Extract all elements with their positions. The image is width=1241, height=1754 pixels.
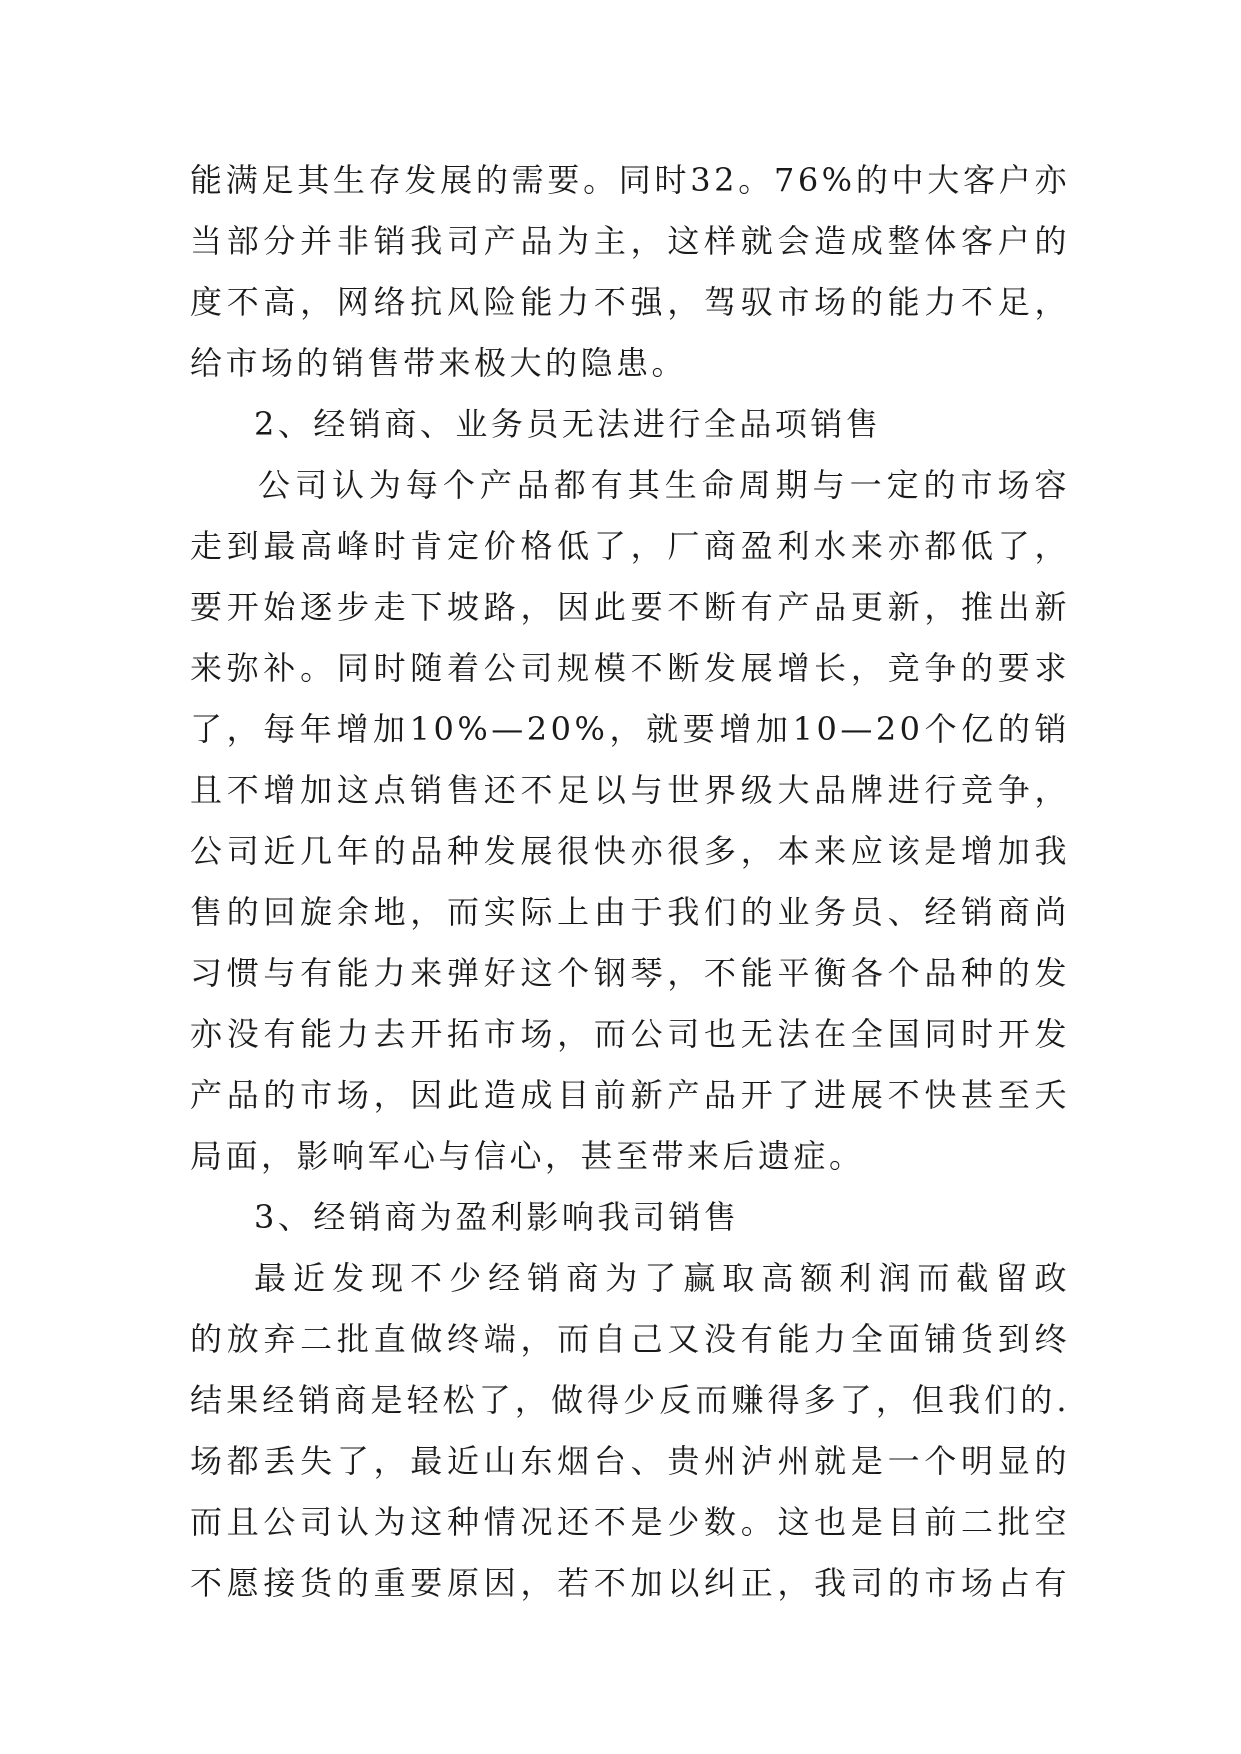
text-line: 场都丢失了，最近山东烟台、贵州泸州就是一个明显的 — [190, 1442, 1070, 1480]
section-heading-3: 3、经销商为盈利影响我司销售 — [254, 1198, 740, 1236]
text-line: 不愿接货的重要原因，若不加以纠正，我司的市场占有 — [190, 1564, 1070, 1602]
text-line: 产品的市场，因此造成目前新产品开了进展不快甚至夭 — [190, 1076, 1070, 1114]
text-line: 当部分并非销我司产品为主，这样就会造成整体客户的 — [190, 222, 1070, 260]
text-line: 能满足其生存发展的需要。同时32。76%的中大客户亦 — [190, 161, 1070, 199]
text-line: 而且公司认为这种情况还不是少数。这也是目前二批空 — [190, 1503, 1070, 1541]
section-heading-2: 2、经销商、业务员无法进行全品项销售 — [254, 405, 882, 443]
text-line: 亦没有能力去开拓市场，而公司也无法在全国同时开发 — [190, 1015, 1070, 1053]
text-line: 公司认为每个产品都有其生命周期与一定的市场容 — [258, 466, 1070, 504]
text-line: 走到最高峰时肯定价格低了，厂商盈利水来亦都低了， — [190, 527, 1070, 565]
text-line: 度不高，网络抗风险能力不强，驾驭市场的能力不足， — [190, 283, 1070, 321]
text-line: 售的回旋余地，而实际上由于我们的业务员、经销商尚 — [190, 893, 1070, 931]
text-line: 给市场的销售带来极大的隐患。 — [190, 344, 688, 382]
text-line: 最近发现不少经销商为了赢取高额利润而截留政 — [254, 1259, 1070, 1297]
text-line: 习惯与有能力来弹好这个钢琴，不能平衡各个品种的发 — [190, 954, 1070, 992]
text-line: 局面，影响军心与信心，甚至带来后遗症。 — [190, 1137, 865, 1175]
text-line: 要开始逐步走下坡路，因此要不断有产品更新，推出新 — [190, 588, 1070, 626]
text-line: 了，每年增加10%—20%，就要增加10—20个亿的销 — [190, 710, 1070, 748]
text-line: 来弥补。同时随着公司规模不断发展增长，竞争的要求 — [190, 649, 1070, 687]
text-line: 结果经销商是轻松了，做得少反而赚得多了，但我们的. — [190, 1381, 1070, 1419]
text-line: 且不增加这点销售还不足以与世界级大品牌进行竞争， — [190, 771, 1070, 809]
body-text — [190, 150, 1070, 1614]
text-line: 公司近几年的品种发展很快亦很多，本来应该是增加我 — [190, 832, 1070, 870]
text-line: 的放弃二批直做终端，而自己又没有能力全面铺货到终 — [190, 1320, 1070, 1358]
